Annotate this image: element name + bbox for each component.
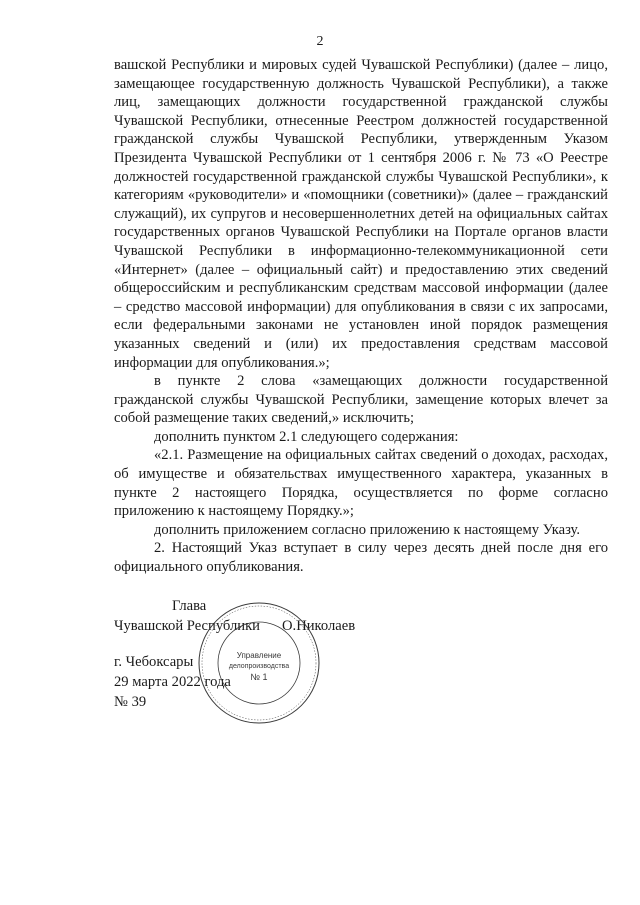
paragraph-add-appendix: дополнить приложением согласно приложению к настоящему Указу.	[154, 521, 581, 538]
page-number: 2	[316, 34, 324, 49]
document-date: 29 марта 2022 года	[114, 674, 231, 690]
signatory-title-line2: Чувашской Республики	[114, 618, 260, 634]
paragraph-amendment-point-2: в пункте 2 слова «замещающих должности государственной гражданской службы Чувашской Республики, замещение которых влечет за собой размещение таких сведений,» исключить;	[114, 373, 608, 427]
signatory-title-line1: Глава	[172, 598, 207, 614]
seal-center-line1: Управление	[236, 651, 282, 660]
paragraph-entry-into-force: 2. Настоящий Указ вступает в силу через десять дней после дня его официального опубликования.	[114, 540, 608, 576]
seal-center-line2: делопроизводства	[228, 663, 290, 670]
seal-center-number: № 1	[250, 672, 268, 682]
official-seal	[196, 600, 322, 726]
paragraph-point-2-1-text: «2.1. Размещение на официальных сайтах сведений о доходах, расходах, об имуществе и обязательствах имущественного характера, указанных в пункте 2 настоящего Порядка, осуществляется по форме согласно приложению к настоящему Порядку.»;	[114, 447, 608, 520]
paragraph-continuation: вашской Республики и мировых судей Чувашской Республики) (далее – лицо, замещающее государственную должность Чувашской Республики), а также лиц, замещающих должности государственной гражданской службы Чувашской Республики, отнесенные Реестром должностей государственной гражданской службы Чувашской Республики, утвержденным Указом Президента Чувашской Республики от 1 сентября 2006 г. № 73 «О Реестре должностей государственной гражданской службы Чувашской Республики», к категориям «руководители» и «помощники (советники)» (далее – гражданский служащий), их супругов и несовершеннолетних детей на официальных сайтах государственных органов Чувашской Республики на Портале органов власти Чувашской Республики в информационно-телекоммуникационной сети «Интернет» (далее – официальный сайт) и предоставлению этих сведений общероссийским и республиканским средствам массовой информации (далее – средство массовой информации) для опубликования в связи с их запросами, если федеральными законами не установлен иной порядок размещения указанных сведений и (или) их предоставления средствам массовой информации для опубликования.»;	[114, 57, 608, 371]
document-body	[114, 56, 608, 577]
signatory-name: О.Николаев	[282, 618, 356, 634]
city: г. Чебоксары	[114, 654, 194, 670]
document-number: № 39	[114, 694, 147, 710]
paragraph-add-point-2-1: дополнить пунктом 2.1 следующего содержания:	[154, 428, 459, 445]
